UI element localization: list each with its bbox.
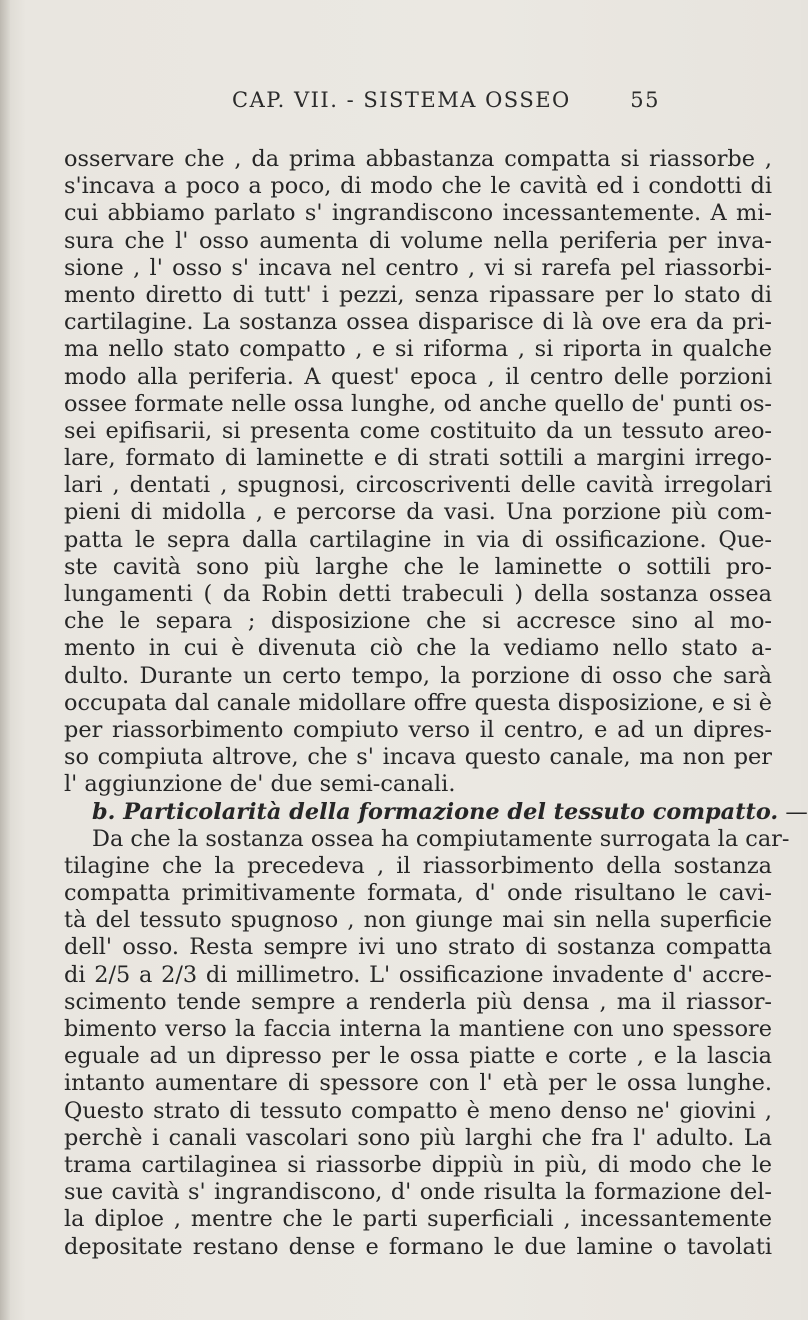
text-line: sei epifisarii, si presenta come costituito da un tessuto areo- [64,417,772,444]
text-line: tilagine che la precedeva , il riassorbimento della sostanza [64,852,772,879]
text-line: mento diretto di tutt' i pezzi, senza ripassare per lo stato di [64,281,772,308]
text-line: sura che l' osso aumenta di volume nella periferia per inva- [64,227,772,254]
text-line: trama cartilaginea si riassorbe dippiù in più, di modo che le [64,1151,772,1178]
text-line: sione , l' osso s' incava nel centro , vi si rarefa pel riassorbi- [64,254,772,281]
text-line: depositate restano dense e formano le due lamine o tavolati [64,1233,772,1260]
text-line: so compiuta altrove, che s' incava questo canale, ma non per [64,744,772,771]
text-line: l' aggiunzione de' due semi-canali. [64,771,456,798]
text-line: patta le sepra dalla cartilagine in via di ossificazione. Que- [64,526,772,553]
text-line: lungamenti ( da Robin detti trabeculi ) della sostanza ossea [64,581,772,607]
text-line: la diploe , mentre che le parti superficiali , incessantemente [64,1206,772,1233]
text-line: cui abbiamo parlato s' ingrandiscono incessantemente. A mi- [64,200,772,227]
text-line: s'incava a poco a poco, di modo che le cavità ed i condotti di [64,173,772,200]
text-line: scimento tende sempre a renderla più densa , ma il riassor- [64,988,772,1015]
text-line: ste cavità sono più larghe che le laminette o sottili pro- [64,553,772,580]
text-line: compatta primitivamente formata, d' onde risultano le cavi- [64,880,772,907]
text-line: ma nello stato compatto , e si riforma , si riporta in qualche [64,336,772,363]
section-title: b. Particolarità della formazione del tessuto compatto. [92,798,779,825]
text-line: mento in cui è divenuta ciò che la vediamo nello stato a- [64,635,772,662]
text-line: ossee formate nelle ossa lunghe, od anche quello de' punti os- [64,390,772,417]
text-line: Questo strato di tessuto compatto è meno denso ne' giovini , [64,1097,772,1124]
body-text [64,146,808,1261]
text-line: lare, formato di laminette e di strati sottili a margini irrego- [64,445,772,472]
text-line: Da che la sostanza ossea ha compiutamente surrogata la car- [92,825,790,852]
text-line: occupata dal canale midollare offre questa disposizione, e si è [64,689,772,716]
chapter-heading: CAP. VII. - SISTEMA OSSEO [232,88,571,112]
text-line: pieni di midolla , e percorse da vasi. Una porzione più com- [64,499,772,526]
text-line: lari , dentati , spugnosi, circoscriventi delle cavità irregolari [64,472,772,499]
page-binding-edge [0,0,10,1320]
text-line: bimento verso la faccia interna la mantiene con uno spessore [64,1016,772,1042]
page-number: 55 [630,88,660,112]
text-line: per riassorbimento compiuto verso il centro, e ad un dipres- [64,716,772,743]
text-line: intanto aumentare di spessore con l' età per le ossa lunghe. [64,1070,772,1097]
text-line: che le separa ; disposizione che si accresce sino al mo- [64,608,772,635]
text-line: eguale ad un dipresso per le ossa piatte e corte , e la lascia [64,1043,772,1070]
text-line: osservare che , da prima abbastanza compatta si riassorbe , [64,146,772,172]
section-dash: — [785,798,808,825]
section-heading-line [64,798,808,826]
text-line: tà del tessuto spugnoso , non giunge mai sin nella superficie [64,907,772,934]
text-line: dell' osso. Resta sempre ivi uno strato di sostanza compatta [64,934,772,961]
text-line: sue cavità s' ingrandiscono, d' onde risulta la formazione del- [64,1179,772,1206]
text-line: cartilagine. La sostanza ossea disparisce di là ove era da pri- [64,309,772,336]
text-line: dulto. Durante un certo tempo, la porzione di osso che sarà [64,662,772,689]
text-line: modo alla periferia. A quest' epoca , il centro delle porzioni [64,363,772,390]
running-header [232,88,660,122]
text-line: di 2/5 a 2/3 di millimetro. L' ossificazione invadente d' accre- [64,961,772,988]
text-line: perchè i canali vascolari sono più larghi che fra l' adulto. La [64,1124,772,1151]
